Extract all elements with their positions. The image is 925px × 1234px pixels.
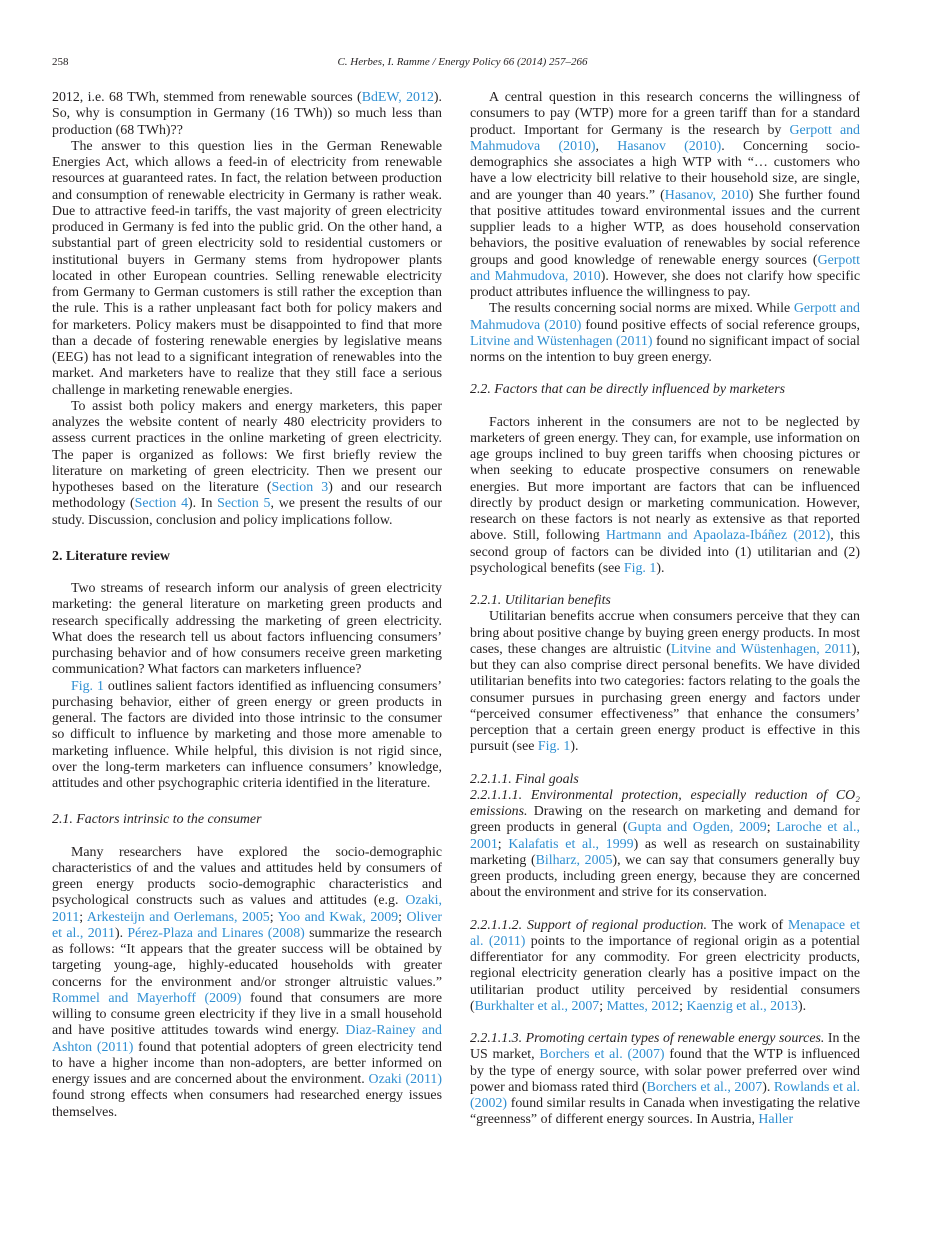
text-run: 2. Literature review bbox=[52, 548, 170, 564]
text-run: found that potential adopters of green electricity tend to have a higher income than non-adopters, are better informed on energy issues and are concerned about the environment. bbox=[52, 1039, 443, 1087]
subsubsection-heading bbox=[470, 772, 860, 788]
citation-link[interactable]: Gupta and Ogden, 2009 bbox=[627, 820, 767, 836]
citation-link[interactable]: Fig. 1 bbox=[71, 678, 104, 694]
text-run: ) as well as research on sustainability marketing ( bbox=[470, 836, 860, 868]
text-run: ) and our research methodology ( bbox=[52, 480, 442, 512]
citation-link[interactable]: Pérez-Plaza and Linares (2008) bbox=[127, 925, 305, 941]
text-run: 2.2.1.1. Final goals bbox=[470, 771, 579, 787]
citation-link[interactable]: Litvine and Wüstenhagen, 2011 bbox=[670, 641, 852, 657]
citation-link[interactable]: Section 4 bbox=[134, 496, 189, 512]
subsubsection-heading bbox=[470, 593, 860, 609]
paragraph bbox=[470, 301, 860, 366]
citation-link[interactable]: Menapace et al. (2011) bbox=[470, 917, 861, 949]
text-run: ; bbox=[766, 820, 777, 836]
text-run: A central question in this research concerns the willingness of consumers to pay (WTP) more for a green tariff than for a standard product. Important for Germany is the research by bbox=[470, 90, 860, 138]
text-run: ; bbox=[398, 909, 407, 925]
paragraph bbox=[52, 399, 442, 529]
citation-link[interactable]: Burkhalter et al., 2007 bbox=[474, 998, 600, 1014]
citation-link[interactable]: Rommel and Mayerhoff (2009) bbox=[52, 990, 242, 1006]
citation-link[interactable]: Borchers et al., 2007 bbox=[646, 1079, 763, 1095]
paragraph bbox=[52, 581, 442, 679]
text-run: Many researchers have explored the socio-demographic characteristics of and the values and attitudes held by consumers of green energy products socio-demographic characteristics and psychological constructs such as values and attitudes (e.g. bbox=[52, 844, 442, 909]
citation-link[interactable]: Haller bbox=[758, 1112, 794, 1128]
text-run: 2012, i.e. 68 TWh, stemmed from renewable sources ( bbox=[52, 90, 362, 105]
citation-link[interactable]: Section 3 bbox=[271, 480, 329, 495]
text-run: ; bbox=[599, 998, 607, 1014]
citation-link[interactable]: Fig. 1 bbox=[537, 739, 571, 755]
text-run: The work of bbox=[706, 917, 789, 933]
text-run: In the US market, bbox=[470, 1031, 860, 1063]
text-run: Two streams of research inform our analysis of green electricity marketing: the general literature on marketing green products and research specifically addressing the marketing of green electricity. What does the research tell us about factors influencing consumers’ purchasing behavior and of how consumers receive green marketing communication? What factors can marketers influence? bbox=[52, 581, 442, 678]
paragraph bbox=[52, 679, 442, 793]
text-run: ; bbox=[497, 836, 509, 852]
citation-link[interactable]: Gerpott and Mahmudova (2010) bbox=[470, 122, 861, 154]
text-run: 2.2. Factors that can be directly influenced by marketers bbox=[470, 382, 786, 398]
text-run: ). bbox=[114, 925, 128, 941]
citation-link[interactable]: BdEW, 2012 bbox=[361, 90, 434, 105]
text-run: ). bbox=[797, 998, 807, 1014]
citation-link[interactable]: Section 5 bbox=[217, 496, 271, 512]
citation-link[interactable]: Oliver et al., 2011 bbox=[52, 909, 442, 941]
text-run: Drawing on the research on marketing and demand for green products in general ( bbox=[470, 804, 860, 836]
text-run: ; bbox=[269, 909, 278, 925]
running-head: C. Herbes, I. Ramme / Energy Policy 66 (2014) 257–266 bbox=[337, 56, 588, 68]
paragraph bbox=[470, 1031, 860, 1129]
citation-link[interactable]: Kaenzig et al., 2013 bbox=[686, 998, 798, 1014]
paragraph-lead-heading: 2.2.1.1.3. Promoting certain types of renewable energy sources. bbox=[470, 1031, 825, 1046]
text-run: To assist both policy makers and energy marketers, this paper analyzes the website content of nearly 480 electricity providers to assess current practices in the online marketing of green electricity. The paper is organized as follows: We first briefly review the literature on marketing of green electricity. Then we present our hypotheses based on the literature ( bbox=[52, 398, 442, 495]
text-run: found that the WTP is influenced by the type of energy source, with solar power preferred over wind power and biomass rated third ( bbox=[470, 1047, 860, 1095]
text-run: The answer to this question lies in the German Renewable Energies Act, which allows a feed-in of electricity from renewable resources at guaranteed rates. In fact, the relation between production and consumption of renewable electricity in Germany is rather weak. Due to attractive feed-in tariffs, the vast majority of green electricity produced in Germany is fed into the public grid. On the other hand, a substantial part of green electricity sold to residential customers or institutional buyers in Germany stems from hydropower plants located in other European countries. Selling renewable electricity from Germany to German customers is still rather the exception than the rule. This is a rather unpleasant fact both for policy makers and for marketers. Policy makers must be disappointed to find that more than a decade of fostering renewable energies by legislative means (EEG) has not lead to a significant integration of renewables into the market. And marketers have to realize that they still face a serious challenge in marketing renewable energies. bbox=[52, 138, 442, 398]
text-run: points to the importance of regional origin as a potential differentiator for any commodity. For green electricity products, regional electricity generation clearly has a positive impact on the utilitarian product utility perceived by residential consumers ( bbox=[470, 933, 860, 1014]
citation-link[interactable]: Hartmann and Apaolaza-Ibáñez (2012) bbox=[605, 528, 831, 544]
citation-link[interactable]: Fig. 1 bbox=[623, 560, 657, 576]
citation-link[interactable]: Hasanov, 2010 bbox=[664, 187, 749, 203]
text-run: found similar results in Canada when investigating the relative “greenness” of different energy sources. In Austria, bbox=[470, 1096, 860, 1128]
paragraph bbox=[470, 415, 860, 578]
paragraph-lead-heading: 2.2.1.1.1. Environmental protection, especially reduction of CO₂ emissions. bbox=[470, 787, 860, 819]
text-run: ). In bbox=[188, 496, 218, 512]
subsection-heading bbox=[470, 382, 860, 398]
paragraph-lead-heading: 2.2.1.1.2. Support of regional production. bbox=[470, 917, 707, 933]
citation-link[interactable]: Arkesteijn and Oerlemans, 2005 bbox=[86, 909, 270, 925]
citation-link[interactable]: Borchers et al. (2007) bbox=[539, 1047, 665, 1063]
citation-link[interactable]: Gerpott and Mahmudova (2010) bbox=[470, 301, 860, 333]
paragraph bbox=[52, 845, 442, 1121]
text-run: The results concerning social norms are mixed. While bbox=[489, 301, 794, 317]
left-column bbox=[52, 90, 442, 1121]
text-run: summarize the research as follows: “It appears that the greater success will be obtained by targeting young-age, highly-educated households with greater concerns for the environment and/or stronger altruistic values.” bbox=[52, 925, 442, 990]
paragraph bbox=[470, 788, 860, 902]
paragraph bbox=[52, 90, 442, 139]
paragraph bbox=[52, 139, 442, 399]
citation-link[interactable]: Ozaki, 2011 bbox=[52, 893, 442, 925]
citation-link[interactable]: Rowlands et al. (2002) bbox=[470, 1079, 860, 1111]
citation-link[interactable]: Hasanov (2010) bbox=[617, 138, 722, 154]
text-run: found strong effects when consumers had researched energy issues themselves. bbox=[52, 1088, 442, 1120]
text-run: outlines salient factors identified as influencing consumers’ purchasing behavior, either of green energy or green products in general. The factors are divided into those intrinsic to the consumer so difficult to influence by marketing and those more amenable to marketing influence. While helpful, this division is not rigid since, over the long-term marketers can influence consumers’ knowledge, attitudes and other psychographic criteria identified in the literature. bbox=[52, 678, 442, 791]
text-run: ). bbox=[656, 560, 665, 576]
citation-link[interactable]: Kalafatis et al., 1999 bbox=[508, 836, 634, 852]
text-run: ) She further found that positive attitudes toward environmental issues and the current supplier leads to a higher WTP, as does household conservation behaviors, the positive evaluation of renewables by social reference groups and good knowledge of renewable energy sources ( bbox=[470, 187, 860, 268]
citation-link[interactable]: Laroche et al., 2001 bbox=[470, 820, 860, 852]
text-run: ). bbox=[762, 1079, 774, 1095]
paragraph bbox=[470, 90, 860, 301]
citation-link[interactable]: Diaz-Rainey and Ashton (2011) bbox=[52, 1023, 442, 1055]
text-run: ; bbox=[79, 909, 87, 925]
citation-link[interactable]: Yoo and Kwak, 2009 bbox=[277, 909, 399, 925]
citation-link[interactable]: Bilharz, 2005 bbox=[535, 852, 613, 868]
text-run: , this second group of factors can be divided into (1) utilitarian and (2) psychological benefits (see bbox=[470, 528, 860, 576]
citation-link[interactable]: Mattes, 2012 bbox=[606, 998, 680, 1014]
text-run: Utilitarian benefits accrue when consumers perceive that they can bring about positive change by buying green energy products. In most cases, these changes are altruistic ( bbox=[470, 609, 860, 657]
text-run: , bbox=[595, 138, 618, 154]
subsection-heading bbox=[52, 812, 442, 828]
citation-link[interactable]: Gerpott and Mahmudova, 2010 bbox=[470, 252, 860, 284]
paragraph bbox=[470, 609, 860, 755]
text-run: 2.1. Factors intrinsic to the consumer bbox=[52, 812, 262, 828]
text-run: ). So, why is consumption in Germany (16 TWh)) so much less than production (68 TWh)?? bbox=[52, 90, 442, 138]
text-run: ). bbox=[570, 739, 579, 755]
text-run: ; bbox=[679, 998, 687, 1014]
text-run: ). However, she does not clarify how specific product attributes influence the willingness to pay. bbox=[470, 268, 861, 300]
text-run: found positive effects of social reference groups, bbox=[581, 317, 861, 333]
section-heading bbox=[52, 549, 442, 565]
text-run: found that consumers are more willing to consume green electricity if they live in a small household and have positive attitudes towards wind energy. bbox=[52, 990, 442, 1039]
text-run: ), we can say that consumers generally buy green products, including green energy, because they are concerned about the environment and strive for its conservation. bbox=[470, 852, 860, 901]
text-run: ), but they can also comprise direct personal benefits. We have divided utilitarian benefits into two categories: factors relating to the goals the consumer pursues in purchasing green energy and factors under “perceived consumer effectiveness” that enhance the consumers’ perception that a certain green energy product is effective in this pursuit (see bbox=[470, 641, 860, 755]
paragraph bbox=[470, 918, 860, 1016]
text-run: found no significant impact of social norms on the intention to buy green energy. bbox=[470, 333, 861, 365]
text-run: Factors inherent in the consumers are not to be neglected by marketers of green energy. They can, for example, use information on age groups inclined to buy green tariffs when choosing pictures or when seeking to educate prospective consumers on renewable energies. But more important are factors that can be influenced directly by product design or marketing communication. However, research on these factors is not nearly as extensive as that reported above. Still, following bbox=[470, 414, 860, 544]
right-column bbox=[470, 90, 860, 1129]
text-run: , we present the results of our study. Discussion, conclusion and policy implications follow. bbox=[52, 496, 442, 528]
page-number: 258 bbox=[52, 56, 69, 68]
text-run: 2.2.1. Utilitarian benefits bbox=[470, 593, 611, 608]
citation-link[interactable]: Litvine and Wüstenhagen (2011) bbox=[470, 333, 653, 349]
text-run: . Concerning socio-demographics she associates a high WTP with “… customers who have a low electricity bill relative to their household size, are single, and are younger than 40 years.” ( bbox=[470, 138, 861, 203]
citation-link[interactable]: Ozaki (2011) bbox=[368, 1072, 442, 1087]
